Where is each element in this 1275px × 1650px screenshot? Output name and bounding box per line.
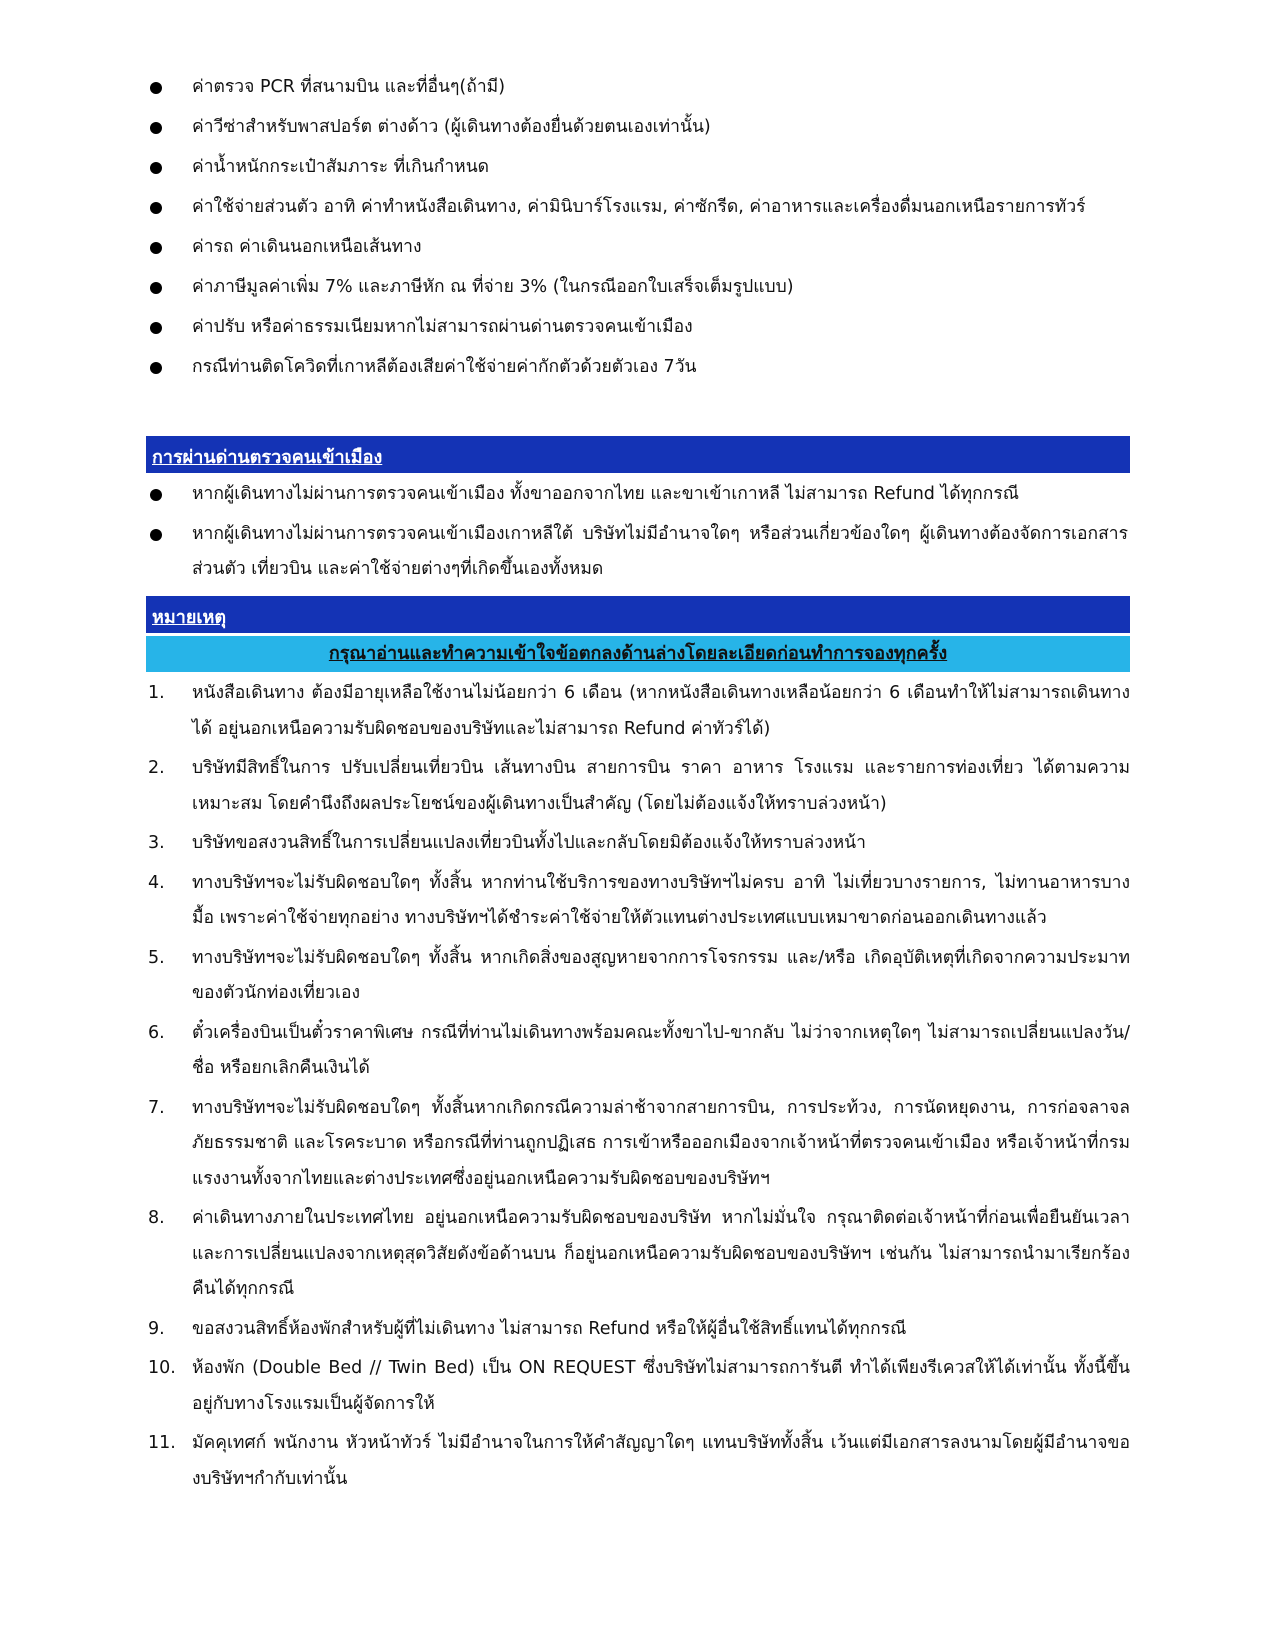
item-number: 11. — [148, 1433, 176, 1453]
item-number: 10. — [148, 1358, 176, 1378]
list-item: ค่ารถ ค่าเดินนอกเหนือเส้นทาง — [148, 230, 1128, 265]
list-item: 11. มัคคุเทศก์ พนักงาน หัวหน้าทัวร์ ไม่มีอำนาจในการให้คำสัญญาใดๆ แทนบริษัททั้งสิ้น เว้นแต่มีเอกสารลงนามโดยผู้มีอำนาจของบริษัทฯกำกับเท่านั้น — [148, 1426, 1130, 1497]
list-item: หากผู้เดินทางไม่ผ่านการตรวจคนเข้าเมืองเกาหลีใต้ บริษัทไม่มีอำนาจใดๆ หรือส่วนเกี่ยวข้องใดๆ ผู้เดินทางต้องจัดการเอกสารส่วนตัว เที่ยวบิน และค่าใช้จ่ายต่างๆที่เกิดขึ้นเองทั้งหมด — [148, 517, 1128, 587]
bullet-icon — [150, 362, 162, 374]
list-item: 1. หนังสือเดินทาง ต้องมีอายุเหลือใช้งานไม่น้อยกว่า 6 เดือน (หากหนังสือเดินทางเหลือน้อยกว่า 6 เดือนทำให้ไม่สามารถเดินทางได้ อยู่นอกเหนือความรับผิดชอบของบริษัทและไม่สามารถ Refund ค่าทัวร์ได้) — [148, 676, 1130, 747]
bullet-icon — [150, 162, 162, 174]
immigration-list — [148, 477, 1128, 592]
section-title: การผ่านด่านตรวจคนเข้าเมือง — [152, 447, 383, 468]
excluded-items-list — [148, 70, 1128, 390]
item-number: 8. — [148, 1208, 165, 1228]
bullet-icon — [150, 282, 162, 294]
item-number: 9. — [148, 1318, 165, 1339]
list-item: 10. ห้องพัก (Double Bed // Twin Bed) เป็น ON REQUEST ซึ่งบริษัทไม่สามารถการันตี ทำได้เพียงรีเควสให้ได้เท่านั้น ทั้งนี้ขึ้นอยู่กับทางโรงแรมเป็นผู้จัดการให้ — [148, 1351, 1130, 1422]
list-item: กรณีท่านติดโควิดที่เกาหลีต้องเสียค่าใช้จ่ายค่ากักตัวด้วยตัวเอง 7วัน — [148, 350, 1128, 385]
bullet-icon — [150, 529, 162, 541]
bullet-icon — [150, 489, 162, 501]
immigration-section-header — [146, 436, 1130, 473]
bullet-icon — [150, 122, 162, 134]
item-number: 3. — [148, 833, 165, 853]
list-item: หากผู้เดินทางไม่ผ่านการตรวจคนเข้าเมือง ทั้งขาออกจากไทย และขาเข้าเกาหลี ไม่สามารถ Refund ได้ทุกกรณี — [148, 477, 1128, 512]
list-item: 7. ทางบริษัทฯจะไม่รับผิดชอบใดๆ ทั้งสิ้นหากเกิดกรณีความล่าช้าจากสายการบิน, การประท้วง, การนัดหยุดงาน, การก่อจลาจล ภัยธรรมชาติ และโรคระบาด หรือกรณีที่ท่านถูกปฏิเสธ การเข้าหรือออกเมืองจากเจ้าหน้าที่ตรวจคนเข้าเมือง หรือเจ้าหน้าที่กรมแรงงานทั้งจากไทยและต่างประเทศซึ่งอยู่นอกเหนือความรับผิดชอบของบริษัทฯ — [148, 1091, 1130, 1198]
section-subtitle: กรุณาอ่านและทำความเข้าใจข้อตกลงด้านล่างโดยละเอียดก่อนทำการจองทุกครั้ง — [328, 643, 948, 664]
list-item: 4. ทางบริษัทฯจะไม่รับผิดชอบใดๆ ทั้งสิ้น หากท่านใช้บริการของทางบริษัทฯไม่ครบ อาทิ ไม่เที่ยวบางรายการ, ไม่ทานอาหารบางมื้อ เพราะค่าใช้จ่ายทุกอย่าง ทางบริษัทฯได้ชำระค่าใช้จ่ายให้ตัวแทนต่างประเทศแบบเหมาขาดก่อนออกเดินทางแล้ว — [148, 866, 1130, 937]
item-number: 1. — [148, 683, 165, 703]
list-item: ค่าวีซ่าสำหรับพาสปอร์ต ต่างด้าว (ผู้เดินทางต้องยื่นด้วยตนเองเท่านั้น) — [148, 110, 1128, 145]
list-item: 2. บริษัทมีสิทธิ์ในการ ปรับเปลี่ยนเที่ยวบิน เส้นทางบิน สายการบิน ราคา อาหาร โรงแรม และรายการท่องเที่ยว ได้ตามความเหมาะสม โดยคำนึงถึงผลประโยชน์ของผู้เดินทางเป็นสำคัญ (โดยไม่ต้องแจ้งให้ทราบล่วงหน้า) — [148, 751, 1130, 822]
list-item: 5. ทางบริษัทฯจะไม่รับผิดชอบใดๆ ทั้งสิ้น หากเกิดสิ่งของสูญหายจากการโจรกรรม และ/หรือ เกิดอุบัติเหตุที่เกิดจากความประมาทของตัวนักท่องเที่ยวเอง — [148, 941, 1130, 1012]
bullet-icon — [150, 322, 162, 334]
item-number: 6. — [148, 1022, 165, 1043]
list-item: ค่าใช้จ่ายส่วนตัว อาทิ ค่าทำหนังสือเดินทาง, ค่ามินิบาร์โรงแรม, ค่าซักรีด, ค่าอาหารและเครื่องดื่มนอกเหนือรายการทัวร์ — [148, 190, 1128, 225]
list-item: ค่าภาษีมูลค่าเพิ่ม 7% และภาษีหัก ณ ที่จ่าย 3% (ในกรณีออกใบเสร็จเต็มรูปแบบ) — [148, 270, 1128, 305]
list-item: 8. ค่าเดินทางภายในประเทศไทย อยู่นอกเหนือความรับผิดชอบของบริษัท หากไม่มั่นใจ กรุณาติดต่อเจ้าหน้าที่ก่อนเพื่อยืนยันเวลา และการเปลี่ยนแปลงจากเหตุสุดวิสัยดังข้อด้านบน ก็อยู่นอกเหนือความรับผิดชอบของบริษัทฯ เช่นกัน ไม่สามารถนำมาเรียกร้องคืนได้ทุกกรณี — [148, 1201, 1130, 1308]
list-item: ค่าตรวจ PCR ที่สนามบิน และที่อื่นๆ(ถ้ามี) — [148, 70, 1128, 105]
list-item: ค่าปรับ หรือค่าธรรมเนียมหากไม่สามารถผ่านด่านตรวจคนเข้าเมือง — [148, 310, 1128, 345]
list-item: 9. ขอสงวนสิทธิ์ห้องพักสำหรับผู้ที่ไม่เดินทาง ไม่สามารถ Refund หรือให้ผู้อื่นใช้สิทธิ์แทนได้ทุกกรณี — [148, 1312, 1130, 1348]
list-item: 3. บริษัทขอสงวนสิทธิ์ในการเปลี่ยนแปลงเที่ยวบินทั้งไปและกลับโดยมิต้องแจ้งให้ทราบล่วงหน้า — [148, 826, 1130, 862]
section-title: หมายเหตุ — [152, 607, 227, 628]
bullet-icon — [150, 82, 162, 94]
remarks-subheader — [146, 636, 1130, 672]
bullet-icon — [150, 242, 162, 254]
remarks-section-header — [146, 596, 1130, 633]
bullet-icon — [150, 202, 162, 214]
remarks-list — [148, 676, 1130, 1501]
item-number: 4. — [148, 872, 165, 893]
list-item: 6. ตั๋วเครื่องบินเป็นตั๋วราคาพิเศษ กรณีที่ท่านไม่เดินทางพร้อมคณะทั้งขาไป-ขากลับ ไม่ว่าจากเหตุใดๆ ไม่สามารถเปลี่ยนแปลงวัน/ชื่อ หรือยกเลิกคืนเงินได้ — [148, 1016, 1130, 1087]
item-number: 7. — [148, 1097, 165, 1118]
list-item: ค่าน้ำหนักกระเป๋าสัมภาระ ที่เกินกำหนด — [148, 150, 1128, 185]
item-number: 2. — [148, 758, 165, 778]
item-number: 5. — [148, 947, 165, 968]
